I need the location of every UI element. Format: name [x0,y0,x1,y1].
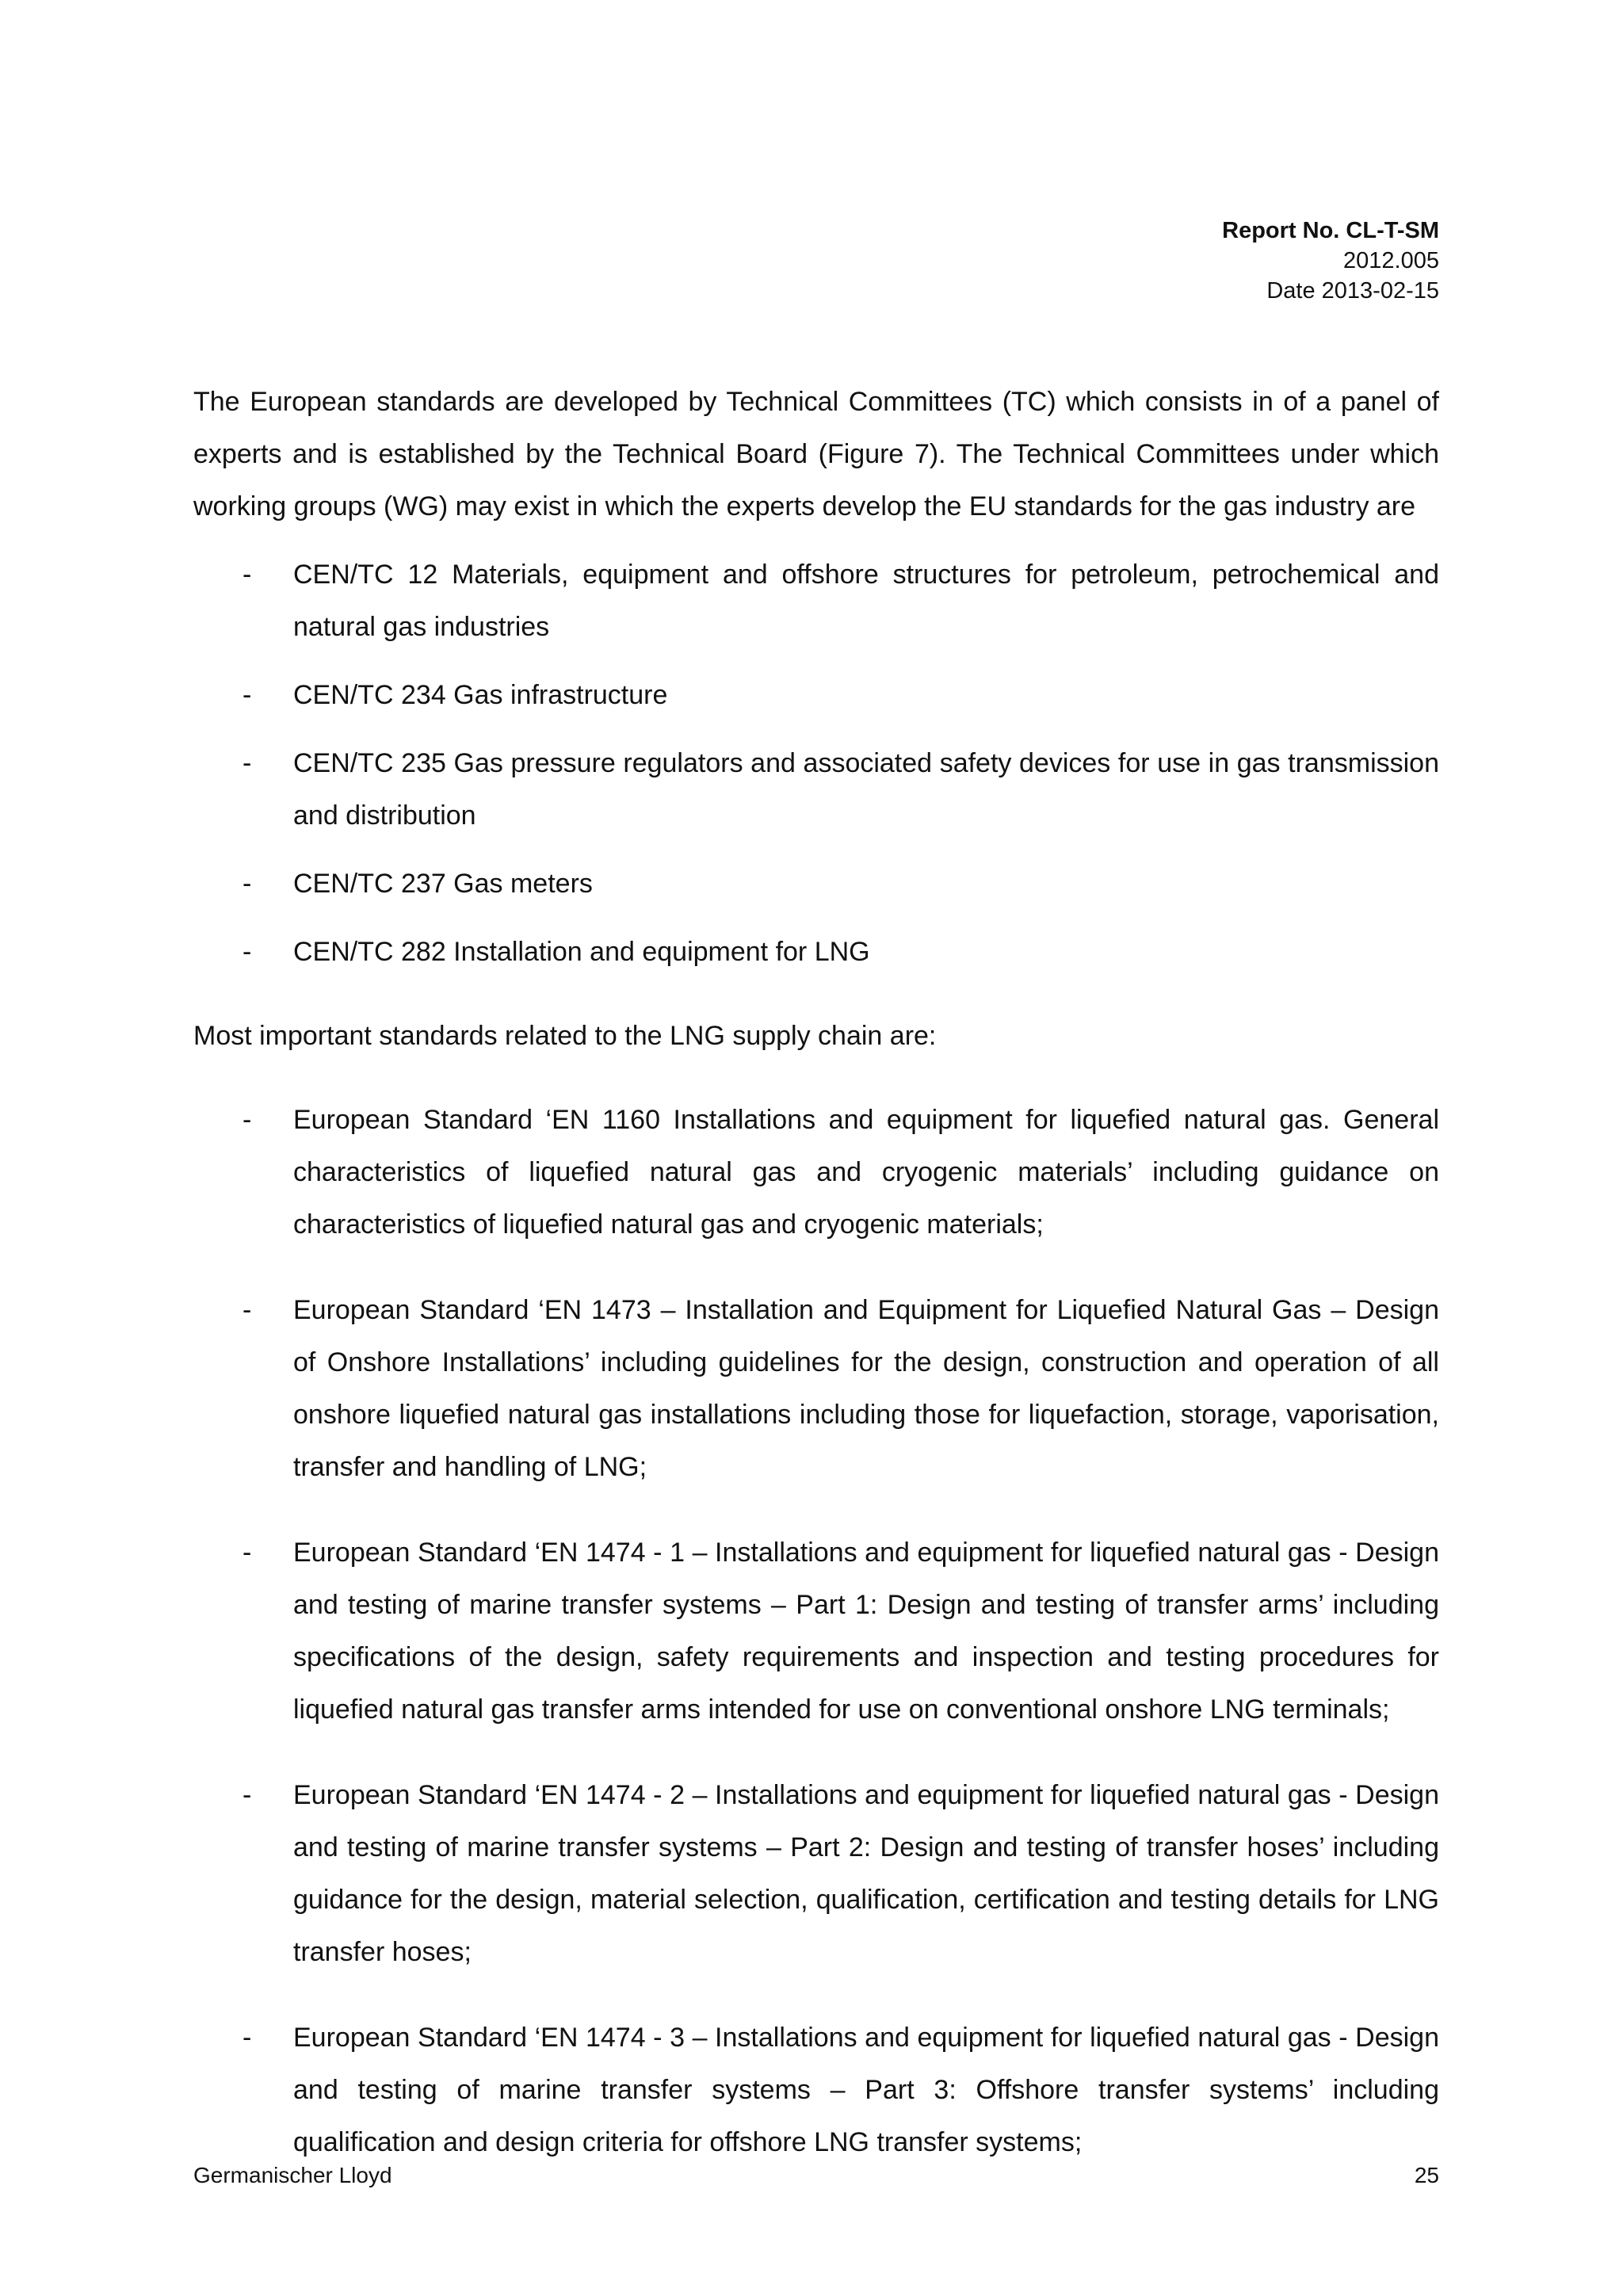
intro-paragraph: The European standards are developed by Technical Committees (TC) which consists in of a panel of experts and is established by the Technical Board (Figure 7). The Technical Committees under which working groups (WG) may exist in which the experts develop the EU standards for the gas industry are [193,387,1439,521]
list-item [193,1284,1439,1493]
page-footer [193,2163,1439,2188]
list-dash: - [242,1780,252,1810]
list-item-text: European Standard ‘EN 1474 - 3 – Installations and equipment for liquefied natural gas - Design and testing of marine transfer systems – Part 3: Offshore transfer systems’ including qualification and design criteria for offshore LNG transfer systems; [293,2023,1439,2157]
report-number: Report No. CL-T-SM [1222,218,1439,243]
list-dash: - [242,869,252,899]
list-dash: - [242,1295,252,1325]
standards-list [193,1094,1439,2168]
list-item [193,926,1439,978]
report-id: 2012.005 [1343,248,1439,273]
footer-company: Germanischer Lloyd [193,2163,392,2187]
list-item-text: CEN/TC 12 Materials, equipment and offshore structures for petroleum, petrochemical and natural gas industries [293,560,1439,642]
list-item-text: European Standard ‘EN 1474 - 1 – Installations and equipment for liquefied natural gas - Design and testing of marine transfer systems – Part 1: Design and testing of transfer arms’ including specifications of the design, safety requirements and inspection and testing procedures for liquefied natural gas transfer arms intended for use on conventional onshore LNG terminals; [293,1538,1439,1725]
technical-committee-list [193,548,1439,978]
report-header [1222,216,1439,306]
page-number: 25 [1414,2163,1439,2187]
report-date: Date 2013-02-15 [1266,278,1439,304]
list-item-text: CEN/TC 234 Gas infrastructure [293,680,668,710]
list-dash: - [242,1538,252,1568]
list-item [193,548,1439,653]
list-item [193,1526,1439,1736]
list-dash: - [242,560,252,590]
list-item [193,2011,1439,2168]
page-body [193,376,1439,2168]
list-item-text: CEN/TC 282 Installation and equipment for LNG [293,937,870,967]
list-dash: - [242,937,252,967]
list-item-text: European Standard ‘EN 1473 – Installation and Equipment for Liquefied Natural Gas – Design of Onshore Installations’ including guidelines for the design, construction and operation of all onshore liquefied natural gas installations including those for liquefaction, storage, vaporisation, transfer and handling of LNG; [293,1295,1439,1482]
list-item [193,1094,1439,1251]
list-item [193,737,1439,842]
list-item-text: CEN/TC 237 Gas meters [293,869,593,899]
list-item [193,1769,1439,1978]
list-dash: - [242,2023,252,2053]
list-item-text: European Standard ‘EN 1160 Installations and equipment for liquefied natural gas. General characteristics of liquefied natural gas and cryogenic materials’ including guidance on characteristics of liquefied natural gas and cryogenic materials; [293,1105,1439,1240]
list-dash: - [242,1105,252,1135]
list-item [193,669,1439,721]
list-item-text: CEN/TC 235 Gas pressure regulators and associated safety devices for use in gas transmission and distribution [293,748,1439,831]
list-item-text: European Standard ‘EN 1474 - 2 – Installations and equipment for liquefied natural gas - Design and testing of marine transfer systems – Part 2: Design and testing of transfer hoses’ including guidance for the design, material selection, qualification, certification and testing details for LNG transfer hoses; [293,1780,1439,1967]
list-item [193,858,1439,910]
standards-intro-paragraph: Most important standards related to the LNG supply chain are: [193,1021,937,1051]
list-dash: - [242,748,252,778]
list-dash: - [242,680,252,710]
